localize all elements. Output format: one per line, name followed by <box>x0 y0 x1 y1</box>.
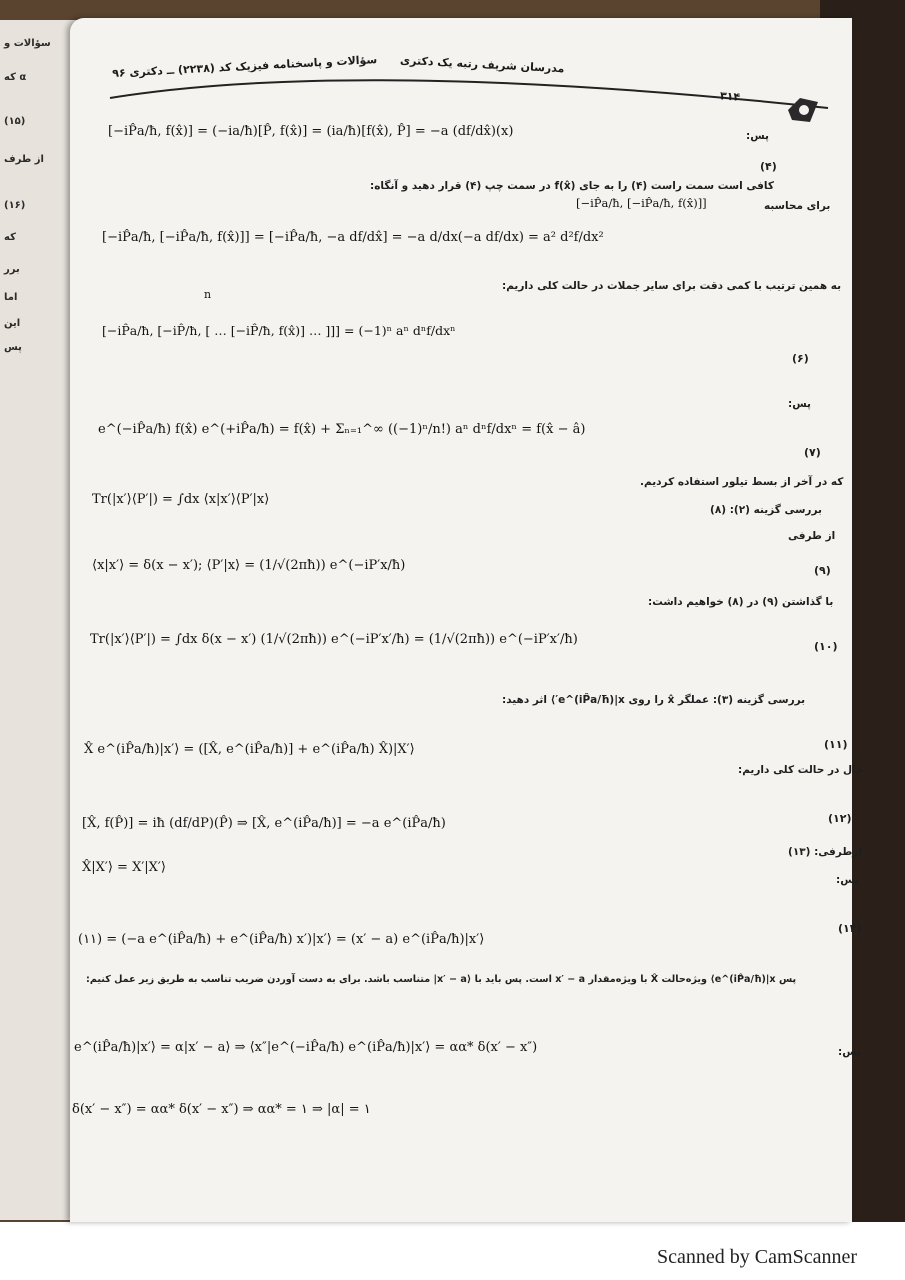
equation-number: (۱۴) <box>838 922 862 935</box>
text-enough: کافی است سمت راست (۴) را به جای f(x̂) در سمت چپ (۴) قرار دهید و آنگاه: <box>370 180 774 192</box>
text-option2: بررسی گزینه (۲): (۸) <box>710 504 822 516</box>
text-substitute: با گذاشتن (۹) در (۸) خواهیم داشت: <box>648 596 834 608</box>
left-page-line: (۱۶) <box>4 200 26 211</box>
publisher-logo <box>786 96 820 124</box>
equation-number: (۴) <box>760 160 777 173</box>
text-on-other-hand: از طرفی <box>788 530 836 542</box>
text-conclusion: پس e^(iP̂a/ħ)|x⟩ ویژه‌حالت X̂ با ویژه‌مقدار x′ − a است. پس باید با ⟨x′ − a| متناسب باشد. برای به دست آوردن ضریب تناسب به طریق زیر عمل کنیم: <box>86 974 797 985</box>
camscanner-watermark: Scanned by CamScanner <box>657 1246 857 1268</box>
text-general: حال در حالت کلی داریم: <box>738 764 864 776</box>
left-page-line: که α <box>4 72 27 83</box>
equation-x-fp: [X̂, f(P̂)] = iħ (df/dP)(P̂) ⇒ [X̂, e^(iP̂a/ħ)] = −a e^(iP̂a/ħ) <box>82 816 446 831</box>
publisher-name: مدرسان شریف رتبه یک دکتری <box>399 53 565 76</box>
equation-taylor: e^(−iP̂a/ħ) f(x̂) e^(+iP̂a/ħ) = f(x̂) + Σₙ₌₁^∞ ((−1)ⁿ/n!) aⁿ dⁿf/dxⁿ = f(x̂ − â) <box>98 422 586 437</box>
left-page-line: برر <box>4 264 20 275</box>
equation-number: (۱۰) <box>814 640 838 653</box>
left-page-line: سؤالات و <box>4 38 51 49</box>
equation-x-action: X̂ e^(iP̂a/ħ)|x′⟩ = ([X̂, e^(iP̂a/ħ)] + e^(iP̂a/ħ) X̂)|X′⟩ <box>84 742 415 757</box>
equation-trace-result: Tr(|x′⟩⟨P′|) = ∫dx δ(x − x′) (1/√(2πħ)) e^(−iP′x′/ħ) = (1/√(2πħ)) e^(−iP′x′/ħ) <box>90 632 578 647</box>
equation-trace: Tr(|x′⟩⟨P′|) = ∫dx ⟨x|x′⟩⟨P′|x⟩ <box>92 492 270 507</box>
equation-for-calc: [−iP̂a/ħ, [−iP̂a/ħ, f(x̂)]] <box>576 196 707 210</box>
left-page-line: اما <box>4 292 18 303</box>
label-pas: پس: <box>746 130 769 142</box>
text-taylor: که در آخر از بسط تیلور استفاده کردیم. <box>640 476 844 488</box>
left-page-line: که <box>4 232 16 243</box>
left-page-edge <box>0 20 80 1220</box>
overbrace-n: n <box>204 288 212 301</box>
equation-number: (۹) <box>814 564 831 577</box>
equation-nested-commutator: [−iP̂a/ħ, [−iP̂/ħ, [ … [−iP̂/ħ, f(x̂)] … ]]] = (−1)ⁿ aⁿ dⁿf/dxⁿ <box>102 323 456 338</box>
book-title: سؤالات و پاسخنامه فیزیک کد (۲۲۳۸) ــ دکتری ۹۶ <box>111 53 378 80</box>
text-similarly: به همین ترتیب با کمی دقت برای سایر جملات در حالت کلی داریم: <box>502 280 842 292</box>
left-page-line: (۱۵) <box>4 116 26 127</box>
label-pas: پس: <box>788 398 811 410</box>
left-page-line: پس <box>4 342 22 353</box>
equation-number: (۱۲) <box>828 812 852 825</box>
equation-number: (۱۱) <box>824 738 848 751</box>
text-for-calc: برای محاسبه <box>764 200 831 212</box>
text-other13: ازطرفی: (۱۳) <box>788 846 862 858</box>
equation-eigen: X̂|X′⟩ = X′|X′⟩ <box>82 860 166 875</box>
equation-double-commutator: [−iP̂a/ħ, [−iP̂a/ħ, f(x̂)]] = [−iP̂a/ħ, −a df/dx̂] = −a d/dx(−a df/dx) = a² d²f/dx² <box>102 230 604 245</box>
left-page-line: از طرف <box>4 154 44 165</box>
equation-normalization: e^(iP̂a/ħ)|x′⟩ = α|x′ − a⟩ ⇒ ⟨x″|e^(−iP̂a/ħ) e^(iP̂a/ħ)|x′⟩ = αα* δ(x′ − x″) <box>74 1040 538 1055</box>
equation-alpha: δ(x′ − x″) = αα* δ(x′ − x″) ⇒ αα* = ۱ ⇒ |α| = ۱ <box>72 1102 371 1117</box>
equation-result11: (۱۱) = (−a e^(iP̂a/ħ) + e^(iP̂a/ħ) x′)|x′⟩ = (x′ − a) e^(iP̂a/ħ)|x′⟩ <box>78 932 485 947</box>
book-page <box>70 18 864 1222</box>
text-option3: بررسی گزینه (۳): عملگر x̂ را روی e^(iP̂a/ħ)|x′⟩ اثر دهید: <box>502 694 806 706</box>
label-pas: پس: <box>838 1046 861 1058</box>
equation-number: (۶) <box>792 352 809 365</box>
left-page-line: این <box>4 318 21 329</box>
equation-number: (۷) <box>804 446 821 459</box>
page-number: ۳۱۴ <box>719 89 741 104</box>
equation-commutator: [−iP̂a/ħ, f(x̂)] = (−ia/ħ)[P̂, f(x̂)] = (ia/ħ)[f(x̂), P̂] = −a (df/dx̂)(x) <box>108 124 514 139</box>
equation-bra-ket: ⟨x|x′⟩ = δ(x − x′); ⟨P′|x⟩ = (1/√(2πħ)) e^(−iP′x/ħ) <box>92 558 406 573</box>
label-pas: پس: <box>836 874 859 886</box>
